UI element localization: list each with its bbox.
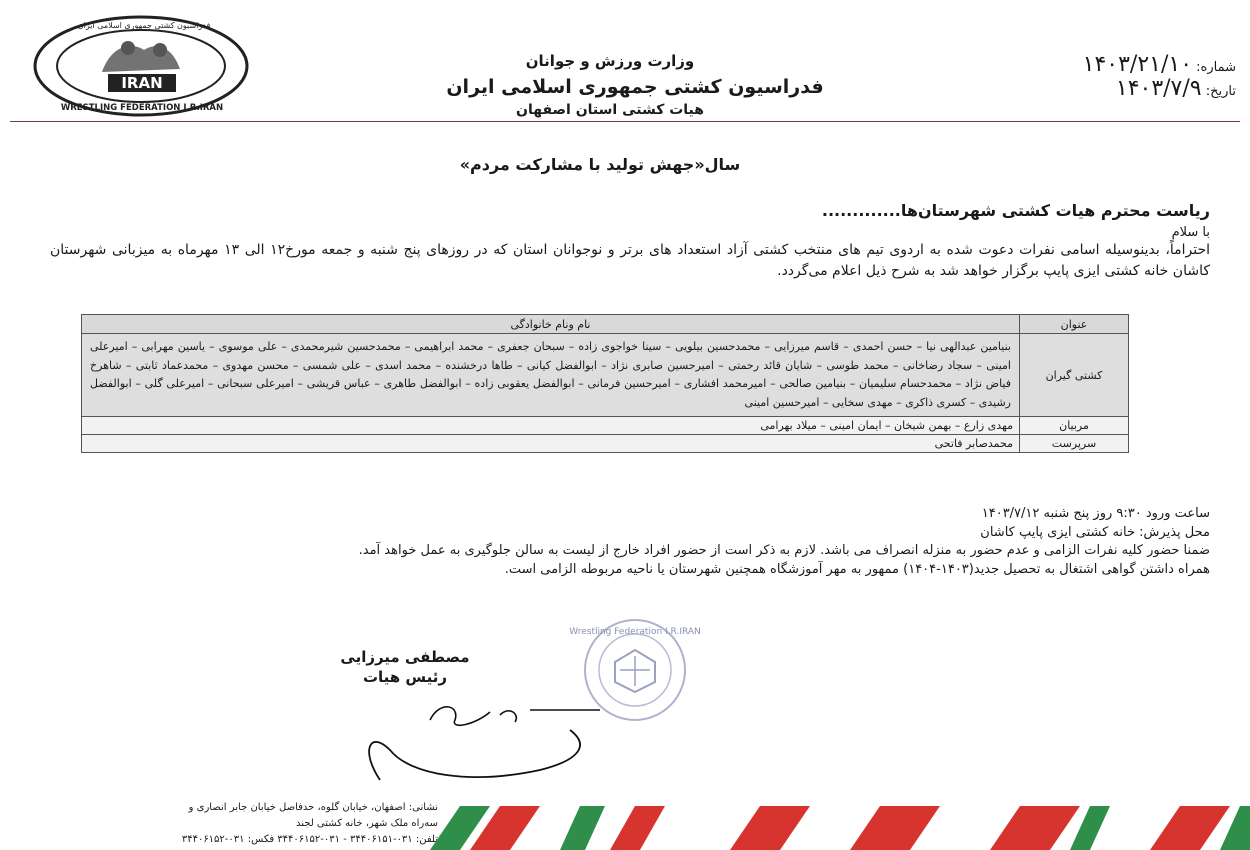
footer-flag-stripes (430, 806, 1250, 850)
footer-address-2: سه‌راه ملک شهر، خانه کشتی لجند (295, 818, 438, 829)
note-venue: محل پذیرش: خانه کشتی ایزی پایپ کاشان (980, 524, 1210, 540)
table-header-names: نام ونام خانوادگی (82, 315, 1020, 334)
row-names: محمدصابر فاتحی (82, 435, 1020, 453)
invitee-table (81, 314, 1129, 453)
letter-number (1006, 52, 1236, 77)
federation-logo (32, 14, 250, 118)
notes (90, 505, 1210, 579)
number-label: شماره: (1196, 60, 1236, 75)
note-certificate: همراه داشتن گواهی اشتغال به تحصیل جدید(۱۴۰۳-۱۴۰۴) ممهور به مهر آموزشگاه همچنین شهرستان یا ناحیه مربوطه الزامی است. (504, 561, 1210, 577)
signer-role: رئیس هیات (362, 668, 448, 686)
letter-body: احتراماً، بدینوسیله اسامی نفرات دعوت شده به اردوی تیم های منتخب کشتی آزاد استعداد های برتر و نوجوانان استان که در روزهای پنج شنبه و جمعه مورخ۱۲ الی ۱۳ مهرماه به میزبانی شهرستان کاشان خانه کشتی ایزی پایپ برگزار خواهد شد به شرح ذیل اعلام می‌گردد. (50, 242, 1210, 279)
row-title: سرپرست (1020, 435, 1129, 453)
date-value: ۱۴۰۳/۷/۹ (1115, 76, 1202, 101)
recipient-line: ریاست محترم هیات کشتی شهرستان‌ها............. (821, 201, 1210, 220)
federation-title: فدراسیون کشتی جمهوری اسلامی ایران (446, 76, 824, 98)
date-label: تاریخ: (1205, 84, 1236, 99)
number-value: ۱۴۰۳/۲۱/۱۰ (1082, 52, 1193, 77)
footer-contact (78, 800, 438, 848)
seal-text: Wrestling Federation I.R.IRAN (569, 627, 701, 637)
table-row-wrestlers (82, 334, 1129, 417)
row-title: کشتی گیران (1020, 334, 1129, 417)
ministry-title: وزارت ورزش و جوانان (525, 52, 695, 70)
table-row-supervisor (82, 435, 1129, 453)
table-header-title: عنوان (1020, 315, 1129, 334)
board-title: هیات کشتی استان اصفهان (516, 102, 704, 118)
row-names: بنیامین عبدالهی نیا – حسن احمدی – قاسم میرزایی – محمدحسین بیلویی – سینا خواجوی زاده – سبحان جعفری – محمد ابراهیمی – محمدحسین شیرمحمدی – علی موسوی – یاسین مهرابی – امیرعلی امینی – سجاد رضاخانی – محمد طوسی – شایان قائد رحمتی – امیرحسین صابری نژاد – ابوالفضل کیانی – طاها درخشنده – محمد اسدی – علی شمسی – محسن مهدوی – محمدعماد ثابتی – شاهرخ فیاض نژاد – محمدحسام سلیمیان – بنیامین صالحی – امیرمحمد افشاری – امیرحسین فرمانی – ابوالفضل یعقوبی زاده – ابوالفضل طاهری – عباس قریشی – امیرعلی سبحانی – امیرعلی گلی – ابوالفضل رشیدی – کسری ذاکری – مهدی سخایی – امیرحسین امینی (82, 334, 1020, 417)
logo-ring-text: فدراسیون کشتی جمهوری اسلامی ایران (77, 21, 211, 30)
footer-phone: تلفن: ۰۳۱-۳۴۴۰۶۱۵۱ - ۰۳۱-۳۴۴۰۶۱۵۲ فکس: ۰۳۱-۳۴۴۰۶۱۵۲ (181, 834, 438, 845)
row-names: مهدی زارع – بهمن شیخان – ایمان امینی – میلاد بهرامی (82, 417, 1020, 435)
note-attendance: ضمنا حضور کلیه نفرات الزامی و عدم حضور به منزله انصراف می باشد. لازم به ذکر است از حضور افراد خارج از لیست به سالن جلوگیری به عمل خواهد آمد. (358, 543, 1210, 558)
table-row-coaches (82, 417, 1129, 435)
footer-address-1: نشانی: اصفهان، خیابان گلوه، حدفاصل خیابان جابر انصاری و (188, 802, 438, 813)
header-rule (10, 121, 1240, 122)
logo-ring-text-en: WRESTLING FEDERATION I.R.IRAN (60, 103, 224, 113)
year-slogan: سال«جهش تولید با مشارکت مردم» (459, 155, 741, 174)
salutation: با سلام (1171, 225, 1210, 240)
logo-word: IRAN (121, 74, 163, 92)
handwritten-signature (300, 690, 600, 800)
table-header-row (82, 315, 1129, 334)
row-title: مربیان (1020, 417, 1129, 435)
note-arrival: ساعت ورود ۹:۳۰ روز پنج شنبه ۱۴۰۳/۷/۱۲ (981, 506, 1210, 521)
signer-name: مصطفی میرزایی (340, 648, 470, 666)
letter-date (1006, 76, 1236, 101)
